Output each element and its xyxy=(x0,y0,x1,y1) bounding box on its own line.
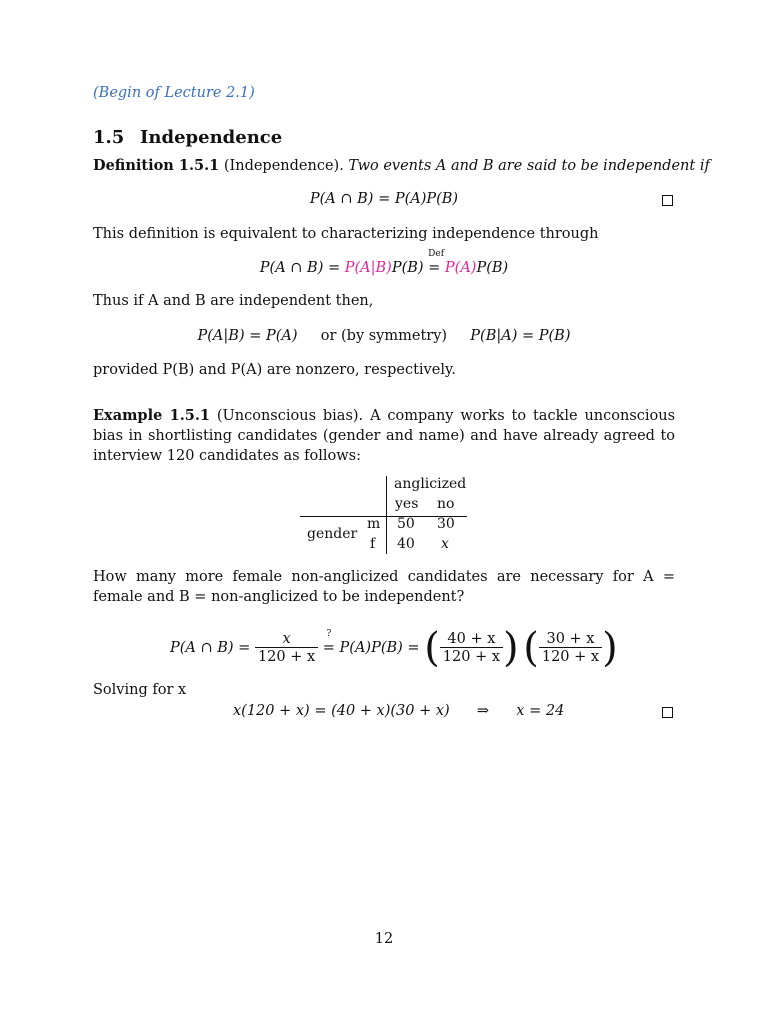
paren-close: ) xyxy=(602,625,618,671)
section-title: Independence xyxy=(140,127,283,148)
paragraph-thus: Thus if A and B are independent then, xyxy=(93,293,374,309)
table-row-header: gender xyxy=(307,526,358,542)
q-eq-sign: = xyxy=(322,640,335,656)
eq2-highlight-marginal: P(A) xyxy=(444,260,477,276)
frac2-den: 120 + x xyxy=(440,647,503,665)
eq3-left: P(A|B) = P(A) xyxy=(197,328,298,344)
def-equals xyxy=(428,249,445,276)
definition-name: (Independence). xyxy=(223,158,344,174)
equation-conditional xyxy=(93,249,675,276)
definition-label: Definition 1.5.1 xyxy=(93,157,220,174)
frac3-den: 120 + x xyxy=(539,647,602,665)
example-name: (Unconscious bias). xyxy=(216,408,364,424)
paragraph-provided: provided P(B) and P(A) are nonzero, respectively. xyxy=(93,362,456,378)
question-equals xyxy=(322,629,335,656)
frac3-num: 30 + x xyxy=(546,631,595,647)
example-text: A company works to tackle unconscious bias in shortlisting candidates (gender and name) and have already agreed to interview 120 candidates as follows: xyxy=(93,408,676,464)
table-cell: 30 xyxy=(437,516,455,532)
eq3-middle: or (by symmetry) xyxy=(320,328,448,344)
equation-solution xyxy=(233,703,564,719)
page-number: 12 xyxy=(374,931,394,947)
def-eq-sign: = xyxy=(428,260,441,276)
implies-arrow: ⇒ xyxy=(476,703,490,719)
equation-independence-check xyxy=(170,625,618,671)
fraction-3 xyxy=(539,631,602,665)
section-heading xyxy=(93,127,282,148)
qed-box-definition xyxy=(662,195,673,206)
example-paragraph xyxy=(93,406,675,466)
example-label: Example 1.5.1 xyxy=(93,407,210,424)
def-label: Def xyxy=(428,249,445,259)
paren-open: ( xyxy=(523,625,539,671)
q-label: ? xyxy=(326,629,332,639)
eq4-mid: P(A)P(B) = xyxy=(339,640,420,656)
contingency-table xyxy=(300,474,468,556)
table-col-yes: yes xyxy=(395,496,419,512)
table-cell: 50 xyxy=(397,516,415,532)
qed-box-example xyxy=(662,707,673,718)
eq4-lhs: P(A ∩ B) = xyxy=(170,640,251,656)
eq2-lhs: P(A ∩ B) = xyxy=(259,260,345,276)
eq2-highlight-conditional: P(A|B) xyxy=(344,260,392,276)
paragraph-equivalent: This definition is equivalent to characterizing independence through xyxy=(93,226,599,242)
table-cell: 40 xyxy=(397,536,415,552)
paren-open: ( xyxy=(424,625,440,671)
table-cell: x xyxy=(441,536,449,552)
frac1-num: x xyxy=(282,631,291,647)
eq5-left: x(120 + x) = (40 + x)(30 + x) xyxy=(233,703,450,719)
paren-close: ) xyxy=(503,625,519,671)
question-paragraph: How many more female non-anglicized candidates are necessary for A = female and B = non-anglicized to be independent? xyxy=(93,569,675,605)
definition-formula: P(A ∩ B) = P(A)P(B) xyxy=(309,191,459,207)
table-row-label: m xyxy=(367,516,381,532)
equation-symmetry xyxy=(93,328,675,344)
section-number: 1.5 xyxy=(93,127,125,148)
table-col-header: anglicized xyxy=(394,476,467,492)
table-row-label: f xyxy=(370,536,376,552)
solving-line: Solving for x xyxy=(93,682,187,698)
definition-text: Two events A and B are said to be independent if xyxy=(348,158,710,174)
definition-line xyxy=(93,157,710,174)
eq3-right: P(B|A) = P(B) xyxy=(470,328,571,344)
eq2-mid: P(B) xyxy=(391,260,429,276)
fraction-2 xyxy=(440,631,503,665)
frac1-den: 120 + x xyxy=(255,647,318,665)
eq5-right: x = 24 xyxy=(516,703,565,719)
fraction-1 xyxy=(255,631,318,665)
eq2-rhs: P(B) xyxy=(476,260,509,276)
frac2-num: 40 + x xyxy=(447,631,496,647)
lecture-marker-link[interactable]: (Begin of Lecture 2.1) xyxy=(93,85,255,101)
table-col-no: no xyxy=(437,496,455,512)
table-vertical-rule xyxy=(386,476,387,554)
